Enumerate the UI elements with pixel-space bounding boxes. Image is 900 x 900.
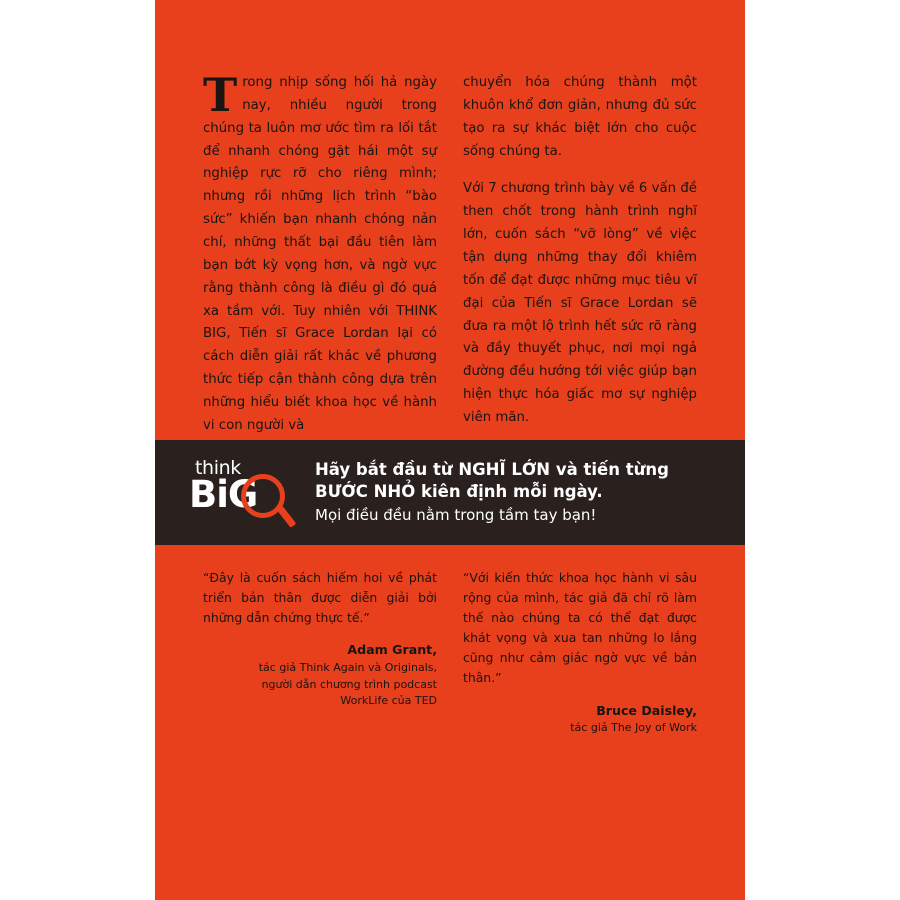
tagline-line-1: Hãy bắt đầu từ NGHĨ LỚN và tiến từng [315,459,669,479]
quote-author-role-line: tác giả Think Again và Originals, [258,661,437,675]
tagline-band [155,440,745,545]
magnifier-handle-icon [276,504,296,527]
quote-block [463,568,697,737]
quote-author-name: Adam Grant, [347,642,437,658]
tagline-text [315,459,669,527]
endorsement-quotes [155,568,745,737]
blurb-paragraph: Với 7 chương trình bày về 6 vấn đề then chốt trong hành trình nghĩ lớn, cuốn sách “vỡ lòng” về việc tận dụng những thay đổi khiêm tốn để đạt được những mục tiêu vĩ đại của Tiến sĩ Grace Lordan sẽ đưa ra một lộ trình hết sức rõ ràng và đầy thuyết phục, nơi mọi ngả đường đều hướng tới việc giúp bạn hiện thực hóa giấc mơ sự nghiệp viên mãn. [463,181,697,426]
quote-block [203,568,437,737]
blurb-paragraph: Trong nhịp sống hối hả ngày nay, nhiều người trong chúng ta luôn mơ ước tìm ra lối tắt để nhanh chóng gặt hái một sự nghiệp rực rỡ cho riêng mình; nhưng rồi những lịch trình “bào sức” khiến bạn nhanh chóng nản chí, những thất bại đầu tiên làm bạn bớt kỳ vọng hơn, và ngờ vực rằng thành công là điều gì đó quá xa tầm với. Tuy nhiên với THINK BIG, Tiến sĩ Grace Lordan lại có cách diễn giải rất khác về phương thức tiếp cận thành công dựa trên những hiểu biết khoa học về hành vi con người và [203,68,437,433]
blurb-right-column [463,72,697,438]
blurb-body [155,68,745,438]
logo-big-text: BiG [189,472,258,516]
tagline-line-3: Mọi điều đều nằm trong tầm tay bạn! [315,506,597,525]
blurb-paragraph: chuyển hóa chúng thành một khuôn khổ đơn giản, nhưng đủ sức tạo ra sự khác biệt lớn cho cuộc sống chúng ta. [463,75,697,159]
quote-author-name: Bruce Daisley, [596,702,697,718]
quote-attribution [203,641,437,709]
quote-text: “Đây là cuốn sách hiếm hoi về phát triển bản thân được diễn giải bởi những dẫn chứng thực tế.” [203,570,437,626]
blurb-left-column [203,68,437,438]
think-big-logo [181,447,293,539]
quote-author-role-line: tác giả The Joy of Work [570,721,697,735]
quote-author-role-line: WorkLife của TED [340,694,437,708]
tagline-line-2: BƯỚC NHỎ kiên định mỗi ngày. [315,482,603,501]
quote-author-role-line: người dẫn chương trình podcast [261,677,437,691]
book-back-cover [155,0,745,900]
quote-attribution [463,702,697,737]
quote-text: “Với kiến thức khoa học hành vi sâu rộng của mình, tác giả đã chỉ rõ làm thế nào chúng ta có thể đạt được khát vọng và xua tan những lo lắng cũng như cảm giác ngờ vực về bản thân.” [463,570,697,686]
logo-think-text: think [195,456,241,479]
